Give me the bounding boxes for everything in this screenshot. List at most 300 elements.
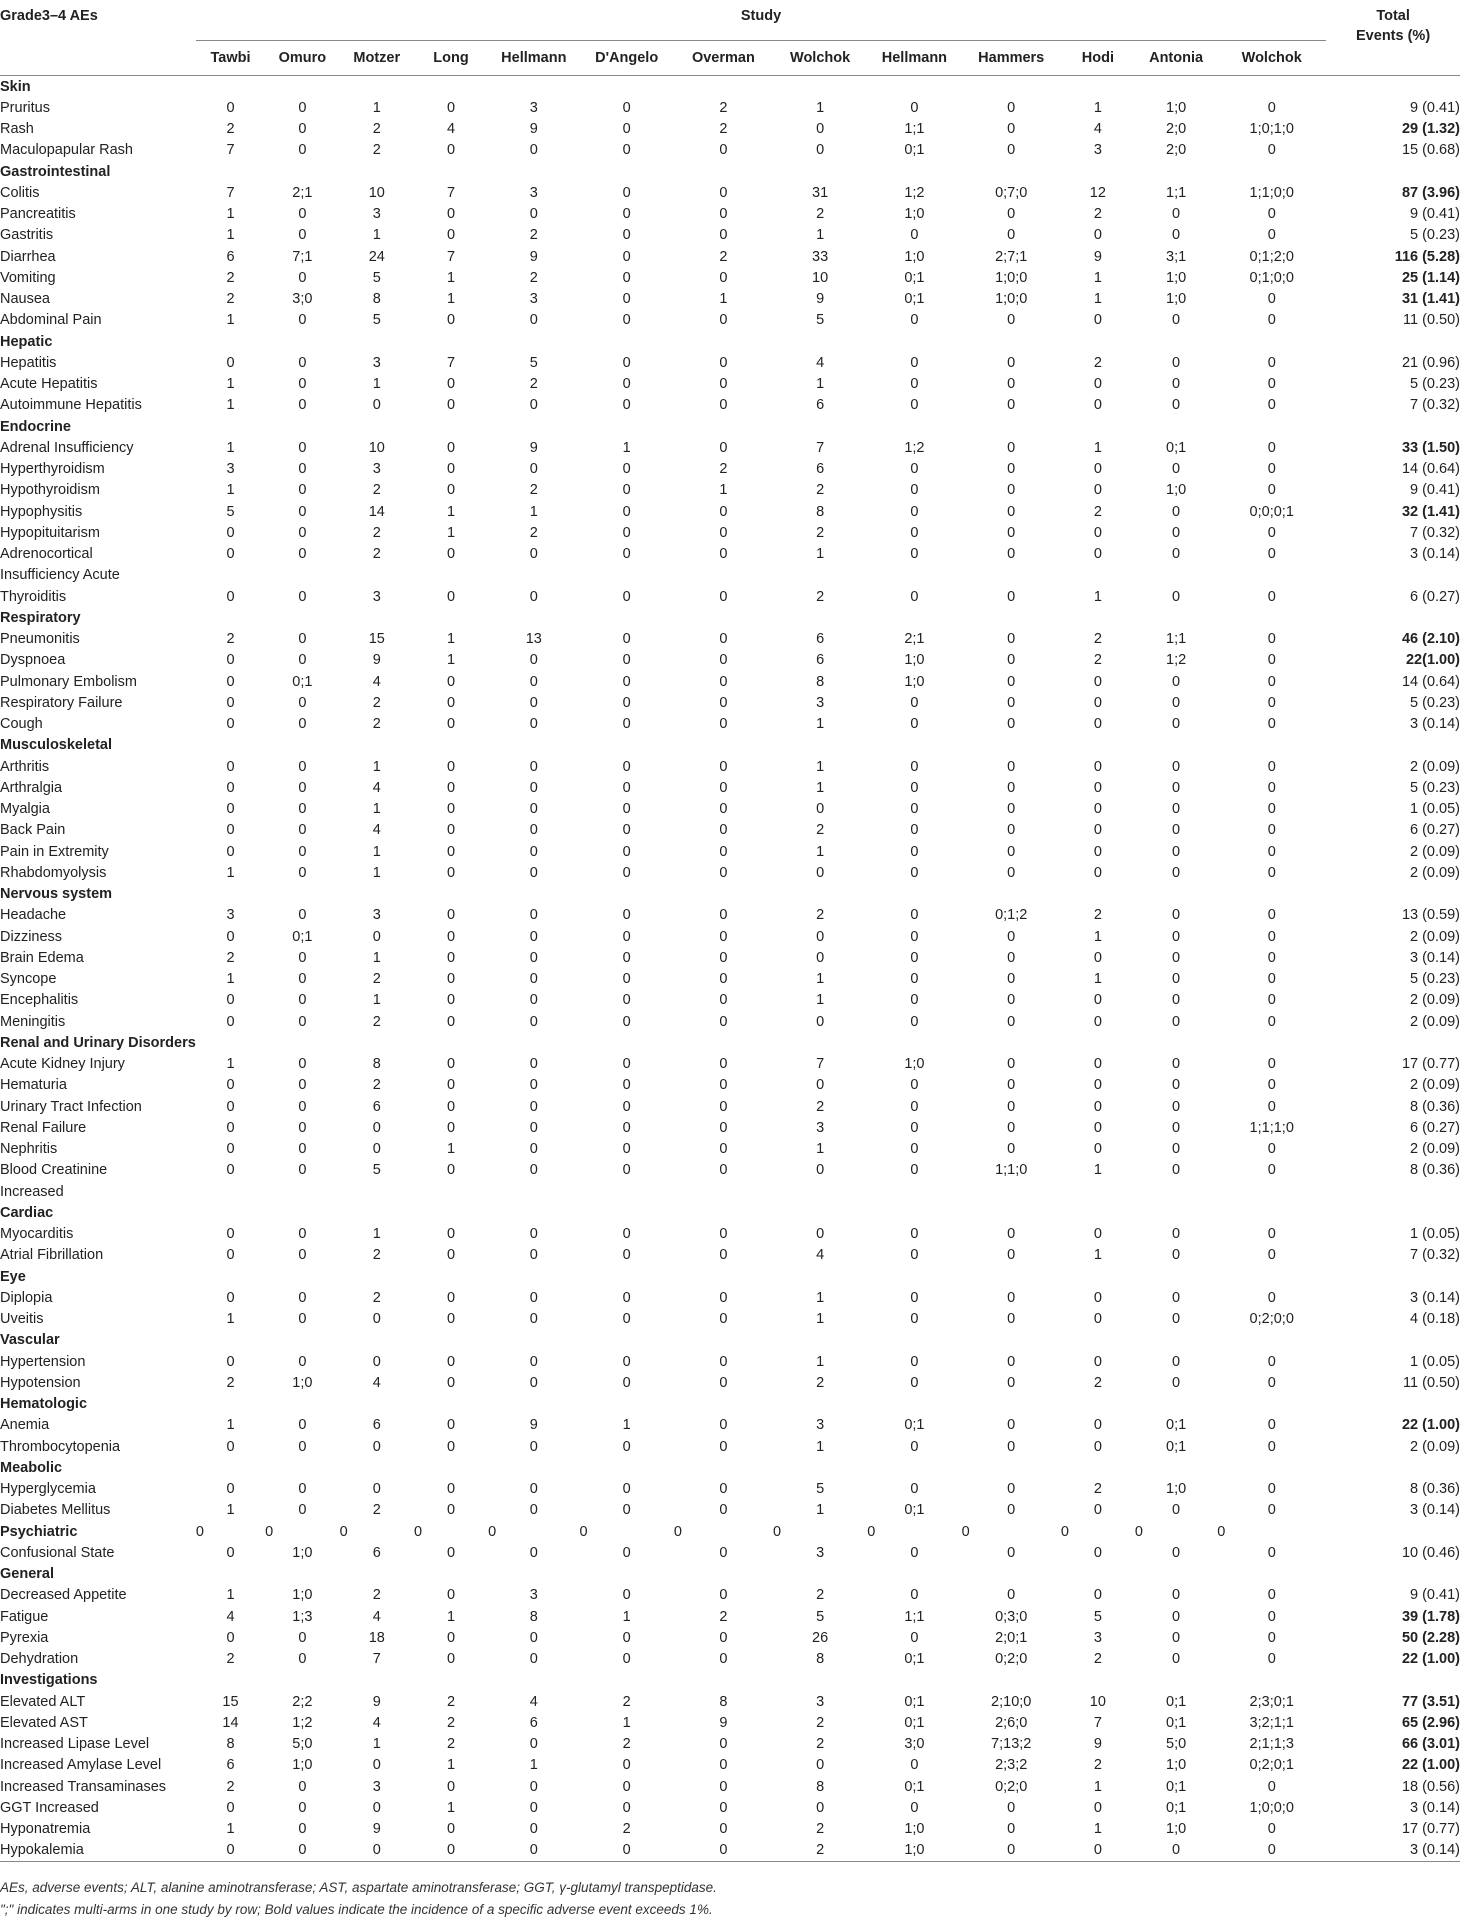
value-cell: 0 — [298, 461, 307, 478]
value-cell: 0 — [1217, 1840, 1326, 1862]
value-cell: 0 — [1267, 482, 1276, 499]
table-row — [0, 1691, 1460, 1712]
value-cell: 7 — [446, 184, 456, 201]
table-row — [0, 841, 1460, 862]
value-cell — [1217, 565, 1326, 586]
study-name-header: Tawbi — [196, 41, 265, 76]
value-cell: 0 — [910, 503, 919, 520]
value-cell: 5 — [1093, 1608, 1102, 1625]
value-cell: 0 — [529, 716, 538, 733]
value-cell: 0 — [622, 1438, 631, 1455]
total-events-cell: 17 (0.77) — [1401, 1821, 1460, 1838]
value-cell: 0 — [622, 461, 631, 478]
value-cell: 0 — [529, 652, 538, 669]
ae-name: Hypertension — [0, 1353, 86, 1370]
value-cell: 0 — [529, 206, 538, 223]
value-cell: 0 — [298, 1821, 307, 1838]
value-cell: 33 — [812, 248, 829, 265]
table-row — [0, 1351, 1460, 1372]
value-cell: 0 — [816, 1077, 825, 1094]
table-row — [0, 246, 1460, 267]
value-cell: 1 — [372, 758, 381, 775]
value-cell: 0 — [1267, 1821, 1276, 1838]
value-cell: 0 — [1172, 971, 1181, 988]
value-cell: 0 — [1007, 524, 1016, 541]
value-cell: 2 — [226, 269, 235, 286]
value-cell: 0 — [1267, 971, 1276, 988]
value-cell: 6 — [816, 461, 825, 478]
value-cell: 0 — [1007, 949, 1016, 966]
value-cell: 0 — [298, 1311, 307, 1328]
value-cell: 0 — [622, 1353, 631, 1370]
value-cell: 0 — [1061, 1840, 1135, 1862]
value-cell: 1;2 — [904, 184, 925, 201]
value-cell: 0 — [816, 864, 825, 881]
value-cell: 0 — [910, 1098, 919, 1115]
value-cell: 9 — [816, 291, 825, 308]
category-label: Nervous system — [0, 886, 113, 903]
value-cell: 0 — [622, 354, 631, 371]
ae-name: Colitis — [0, 184, 40, 201]
value-cell: 0 — [622, 1481, 631, 1498]
value-cell: 0 — [372, 1438, 381, 1455]
value-cell: 0 — [622, 949, 631, 966]
table-row — [0, 225, 1460, 246]
value-cell: 0 — [719, 397, 728, 414]
value-cell: 0 — [1267, 1098, 1276, 1115]
table-row — [0, 310, 1460, 331]
ae-name: Diarrhea — [0, 248, 56, 265]
category-row — [0, 76, 1460, 98]
value-cell: 0 — [719, 1821, 728, 1838]
ae-name: Brain Edema — [0, 949, 84, 966]
total-events-cell: 14 (0.64) — [1401, 461, 1460, 478]
ae-name: Syncope — [0, 971, 57, 988]
total-events-cell: 5 (0.23) — [1410, 376, 1460, 393]
value-cell: 0 — [446, 397, 456, 414]
value-cell: 1 — [622, 1417, 631, 1434]
value-cell: 0 — [226, 652, 235, 669]
value-cell: 2 — [529, 269, 538, 286]
value-cell: 8 — [372, 1056, 381, 1073]
study-name-header: Overman — [674, 41, 773, 76]
value-cell: 1;0 — [904, 652, 925, 669]
value-cell: 0 — [1267, 376, 1276, 393]
value-cell: 0 — [446, 1056, 456, 1073]
value-cell: 0 — [529, 1056, 538, 1073]
value-cell: 0 — [372, 1481, 381, 1498]
total-events-cell: 3 (0.14) — [1410, 1799, 1460, 1816]
value-cell: 0;1 — [292, 928, 313, 945]
category-row — [0, 1457, 1460, 1478]
value-cell: 0 — [1007, 1502, 1016, 1519]
total-events-cell: 6 (0.27) — [1410, 1119, 1460, 1136]
value-cell: 1;3 — [292, 1608, 313, 1625]
value-cell: 1 — [372, 376, 381, 393]
value-cell: 0 — [1007, 801, 1016, 818]
value-cell: 0 — [1172, 779, 1181, 796]
total-events-cell: 5 (0.23) — [1410, 227, 1460, 244]
value-cell: 0 — [1267, 949, 1276, 966]
value-cell: 2;1;1;3 — [1249, 1736, 1294, 1753]
value-cell: 2 — [1093, 907, 1102, 924]
value-cell: 0 — [298, 206, 307, 223]
value-cell: 0 — [298, 1141, 307, 1158]
value-cell: 0 — [1007, 631, 1016, 648]
value-cell: 2 — [226, 1374, 235, 1391]
value-cell: 4 — [1093, 121, 1102, 138]
value-cell: 0 — [910, 843, 919, 860]
value-cell: 0 — [298, 1289, 307, 1306]
value-cell: 0 — [298, 758, 307, 775]
value-cell: 3 — [1093, 142, 1102, 159]
table-row — [0, 1776, 1460, 1797]
value-cell: 5;0 — [1166, 1736, 1187, 1753]
value-cell: 3 — [529, 1587, 538, 1604]
value-cell: 0 — [1135, 1840, 1217, 1862]
value-cell: 0 — [1267, 354, 1276, 371]
value-cell: 0 — [622, 269, 631, 286]
value-cell: 0 — [1093, 461, 1102, 478]
value-cell: 0 — [226, 1077, 235, 1094]
value-cell: 2 — [372, 1247, 381, 1264]
value-cell: 0 — [298, 1056, 307, 1073]
value-cell: 0 — [910, 928, 919, 945]
ae-name: Diplopia — [0, 1289, 53, 1306]
total-events-cell: 3 (0.14) — [1410, 546, 1460, 563]
value-cell: 0 — [195, 1523, 204, 1540]
value-cell: 0;2;0;1 — [1249, 1757, 1294, 1774]
value-cell — [1135, 1181, 1217, 1202]
value-cell: 0 — [226, 716, 235, 733]
value-cell: 0 — [622, 227, 631, 244]
study-name-header: Hellmann — [867, 41, 961, 76]
value-cell: 0 — [529, 312, 538, 329]
ae-name: Pulmonary Embolism — [0, 673, 137, 690]
value-cell: 1 — [816, 99, 825, 116]
value-cell: 0 — [1093, 694, 1102, 711]
value-cell: 0 — [910, 524, 919, 541]
value-cell — [773, 565, 867, 586]
value-cell: 0 — [719, 1353, 728, 1370]
value-cell: 0 — [226, 694, 235, 711]
value-cell: 3 — [372, 461, 381, 478]
value-cell: 0 — [1267, 1502, 1276, 1519]
study-name-header: Wolchok — [773, 41, 867, 76]
value-cell: 1 — [816, 1289, 825, 1306]
value-cell: 0 — [1093, 822, 1102, 839]
value-cell: 2 — [816, 588, 825, 605]
value-cell: 2 — [529, 227, 538, 244]
value-cell: 0 — [446, 822, 456, 839]
value-cell: 0 — [298, 843, 307, 860]
value-cell: 0 — [1007, 1247, 1016, 1264]
value-cell: 0 — [622, 631, 631, 648]
value-cell: 0 — [1007, 864, 1016, 881]
value-cell: 0 — [719, 142, 728, 159]
value-cell: 0;1;0;0 — [1249, 269, 1294, 286]
table-row — [0, 1224, 1460, 1245]
value-cell: 0 — [414, 1840, 488, 1862]
value-cell: 0 — [446, 1098, 456, 1115]
value-cell: 0 — [298, 971, 307, 988]
ae-name: Pruritus — [0, 99, 50, 116]
value-cell: 0 — [446, 864, 456, 881]
ae-name: Increased — [0, 1183, 64, 1200]
value-cell: 1 — [1093, 1247, 1102, 1264]
value-cell: 0 — [1172, 588, 1181, 605]
table-row — [0, 820, 1460, 841]
value-cell: 0 — [1267, 1226, 1276, 1243]
value-cell: 0 — [1172, 928, 1181, 945]
value-cell: 1 — [226, 482, 235, 499]
value-cell: 0 — [529, 1736, 538, 1753]
value-cell: 0 — [446, 1289, 456, 1306]
value-cell: 1 — [1093, 1821, 1102, 1838]
value-cell: 0 — [719, 1247, 728, 1264]
value-cell: 0 — [298, 354, 307, 371]
value-cell — [196, 565, 265, 586]
value-cell: 0 — [622, 843, 631, 860]
value-cell: 0 — [673, 1523, 682, 1540]
value-cell: 4 — [372, 1608, 381, 1625]
value-cell: 0 — [622, 291, 631, 308]
value-cell: 0 — [446, 1544, 456, 1561]
value-cell: 0 — [1093, 843, 1102, 860]
value-cell: 8 — [816, 1651, 825, 1668]
value-cell: 0 — [372, 397, 381, 414]
value-cell: 0 — [910, 1226, 919, 1243]
value-cell: 9 — [372, 1821, 381, 1838]
value-cell: 0 — [1267, 546, 1276, 563]
total-events-cell: 2 (0.09) — [1410, 843, 1460, 860]
value-cell: 0 — [446, 1374, 456, 1391]
value-cell: 8 — [816, 673, 825, 690]
value-cell: 0 — [1007, 206, 1016, 223]
ae-name: Uveitis — [0, 1311, 44, 1328]
ae-name: Hyperglycemia — [0, 1481, 96, 1498]
value-cell: 1;1;1;0 — [1249, 1119, 1294, 1136]
ae-name: Cough — [0, 716, 43, 733]
value-cell: 1 — [226, 1417, 235, 1434]
value-cell: 0 — [226, 673, 235, 690]
value-cell: 0 — [226, 588, 235, 605]
value-cell: 1 — [816, 1141, 825, 1158]
value-cell: 1 — [816, 843, 825, 860]
value-cell: 0 — [1007, 1353, 1016, 1370]
category-label: Hematologic — [0, 1396, 88, 1413]
total-events-cell: 116 (5.28) — [1394, 248, 1460, 265]
value-cell: 0 — [298, 631, 307, 648]
value-cell: 0 — [719, 312, 728, 329]
value-cell: 0 — [1267, 716, 1276, 733]
value-cell: 0 — [910, 1374, 919, 1391]
value-cell: 0 — [719, 1651, 728, 1668]
value-cell: 0 — [1172, 843, 1181, 860]
value-cell: 0 — [910, 1013, 919, 1030]
value-cell: 0 — [719, 1757, 728, 1774]
value-cell: 0 — [1007, 99, 1016, 116]
value-cell: 0;2;0 — [995, 1778, 1028, 1795]
table-row — [0, 182, 1460, 203]
value-cell: 0 — [719, 1587, 728, 1604]
value-cell: 0 — [1172, 376, 1181, 393]
value-cell: 0 — [719, 1098, 728, 1115]
value-cell: 15 — [368, 631, 385, 648]
value-cell: 2 — [719, 461, 728, 478]
value-cell: 1;0;1;0 — [1249, 121, 1294, 138]
value-cell — [773, 1181, 867, 1202]
value-cell: 0 — [1172, 716, 1181, 733]
ae-column-header: Grade3–4 AEs — [0, 4, 196, 76]
value-cell: 0 — [298, 482, 307, 499]
value-cell: 2;3;2 — [995, 1757, 1028, 1774]
value-cell: 2 — [529, 482, 538, 499]
value-cell: 9 — [529, 121, 538, 138]
value-cell: 1 — [372, 992, 381, 1009]
value-cell: 0 — [226, 1481, 235, 1498]
value-cell: 2 — [372, 524, 381, 541]
value-cell: 0 — [226, 1438, 235, 1455]
table-row — [0, 1479, 1460, 1500]
value-cell: 0 — [529, 588, 538, 605]
value-cell: 1;0 — [292, 1544, 313, 1561]
value-cell: 1 — [816, 971, 825, 988]
value-cell: 0;1 — [1166, 439, 1187, 456]
value-cell: 2 — [226, 631, 235, 648]
value-cell: 5 — [226, 503, 235, 520]
value-cell: 0 — [622, 1587, 631, 1604]
table-row — [0, 480, 1460, 501]
value-cell: 0 — [816, 928, 825, 945]
value-cell: 1;0 — [1166, 291, 1187, 308]
value-cell: 0;1 — [904, 1693, 925, 1710]
value-cell: 0 — [1093, 949, 1102, 966]
value-cell: 0 — [622, 928, 631, 945]
value-cell: 1 — [226, 1056, 235, 1073]
value-cell: 0 — [622, 1226, 631, 1243]
value-cell: 0 — [529, 673, 538, 690]
value-cell: 0;1 — [1166, 1438, 1187, 1455]
value-cell: 0 — [1172, 1013, 1181, 1030]
ae-name: Encephalitis — [0, 992, 79, 1009]
value-cell: 0 — [719, 1077, 728, 1094]
value-cell: 0;1 — [1166, 1714, 1187, 1731]
value-cell: 3;0 — [292, 291, 313, 308]
total-events-cell: 21 (0.96) — [1401, 354, 1460, 371]
category-label: Renal and Urinary Disorders — [0, 1034, 196, 1051]
total-events-cell: 1 (0.05) — [1410, 801, 1460, 818]
value-cell: 0;1 — [904, 1651, 925, 1668]
value-cell: 0;1 — [904, 1778, 925, 1795]
value-cell: 0 — [298, 397, 307, 414]
ae-name: Diabetes Mellitus — [0, 1502, 111, 1519]
value-cell: 1 — [719, 482, 728, 499]
value-cell: 2 — [1093, 1757, 1102, 1774]
table-body — [0, 76, 1460, 1862]
value-cell: 6 — [816, 397, 825, 414]
value-cell: 0 — [298, 1651, 307, 1668]
ae-name: Acute Hepatitis — [0, 376, 98, 393]
value-cell: 4 — [529, 1693, 538, 1710]
value-cell: 0 — [1007, 1481, 1016, 1498]
total-events-cell: 6 (0.27) — [1410, 822, 1460, 839]
value-cell: 1;0 — [1166, 1821, 1187, 1838]
value-cell: 0 — [226, 1119, 235, 1136]
value-cell: 2 — [719, 121, 728, 138]
total-events-cell: 8 (0.36) — [1410, 1481, 1460, 1498]
value-cell: 0 — [298, 1629, 307, 1646]
table-row — [0, 799, 1460, 820]
value-cell — [580, 1181, 674, 1202]
value-cell: 3 — [816, 694, 825, 711]
value-cell: 0 — [446, 482, 456, 499]
value-cell: 1 — [226, 1821, 235, 1838]
value-cell: 1 — [226, 1311, 235, 1328]
value-cell: 0 — [529, 1438, 538, 1455]
value-cell: 0 — [719, 1778, 728, 1795]
value-cell: 1 — [816, 992, 825, 1009]
value-cell: 1;0 — [904, 1056, 925, 1073]
value-cell: 1;1 — [904, 1608, 925, 1625]
value-cell: 2 — [372, 546, 381, 563]
value-cell: 0 — [529, 1013, 538, 1030]
value-cell: 0 — [340, 1840, 414, 1862]
study-name-header: Antonia — [1135, 41, 1217, 76]
value-cell: 0 — [446, 546, 456, 563]
value-cell: 0 — [1267, 1651, 1276, 1668]
value-cell: 1;0;0;0 — [1249, 1799, 1294, 1816]
ae-name: Adrenal Insufficiency — [0, 439, 134, 456]
value-cell: 0 — [719, 779, 728, 796]
value-cell: 0 — [1267, 1438, 1276, 1455]
category-row — [0, 416, 1460, 437]
value-cell: 2 — [816, 1374, 825, 1391]
value-cell: 3 — [529, 184, 538, 201]
value-cell: 0 — [1267, 1056, 1276, 1073]
value-cell: 0 — [719, 503, 728, 520]
total-events-cell: 13 (0.59) — [1401, 907, 1460, 924]
value-cell: 0 — [719, 1374, 728, 1391]
value-cell — [414, 1181, 488, 1202]
table-row — [0, 459, 1460, 480]
study-names-row — [0, 41, 1460, 76]
value-cell: 0 — [298, 1077, 307, 1094]
value-cell: 0 — [910, 354, 919, 371]
value-cell: 0 — [1172, 312, 1181, 329]
total-header-line2: Events (%) — [1356, 28, 1431, 44]
value-cell: 0 — [719, 631, 728, 648]
value-cell — [867, 565, 961, 586]
value-cell: 2 — [226, 1651, 235, 1668]
table-row — [0, 267, 1460, 288]
value-cell: 7 — [816, 439, 825, 456]
value-cell: 0 — [1093, 546, 1102, 563]
value-cell: 0 — [816, 1013, 825, 1030]
category-label: Investigations — [0, 1672, 98, 1689]
value-cell: 0 — [910, 907, 919, 924]
value-cell: 0 — [1007, 1438, 1016, 1455]
value-cell: 0 — [1093, 1077, 1102, 1094]
value-cell: 0 — [298, 652, 307, 669]
value-cell: 0 — [196, 1840, 265, 1862]
value-cell: 0 — [372, 1311, 381, 1328]
value-cell: 2 — [372, 482, 381, 499]
value-cell: 0 — [298, 694, 307, 711]
value-cell: 0 — [529, 1289, 538, 1306]
value-cell: 0 — [529, 546, 538, 563]
value-cell: 1 — [372, 949, 381, 966]
